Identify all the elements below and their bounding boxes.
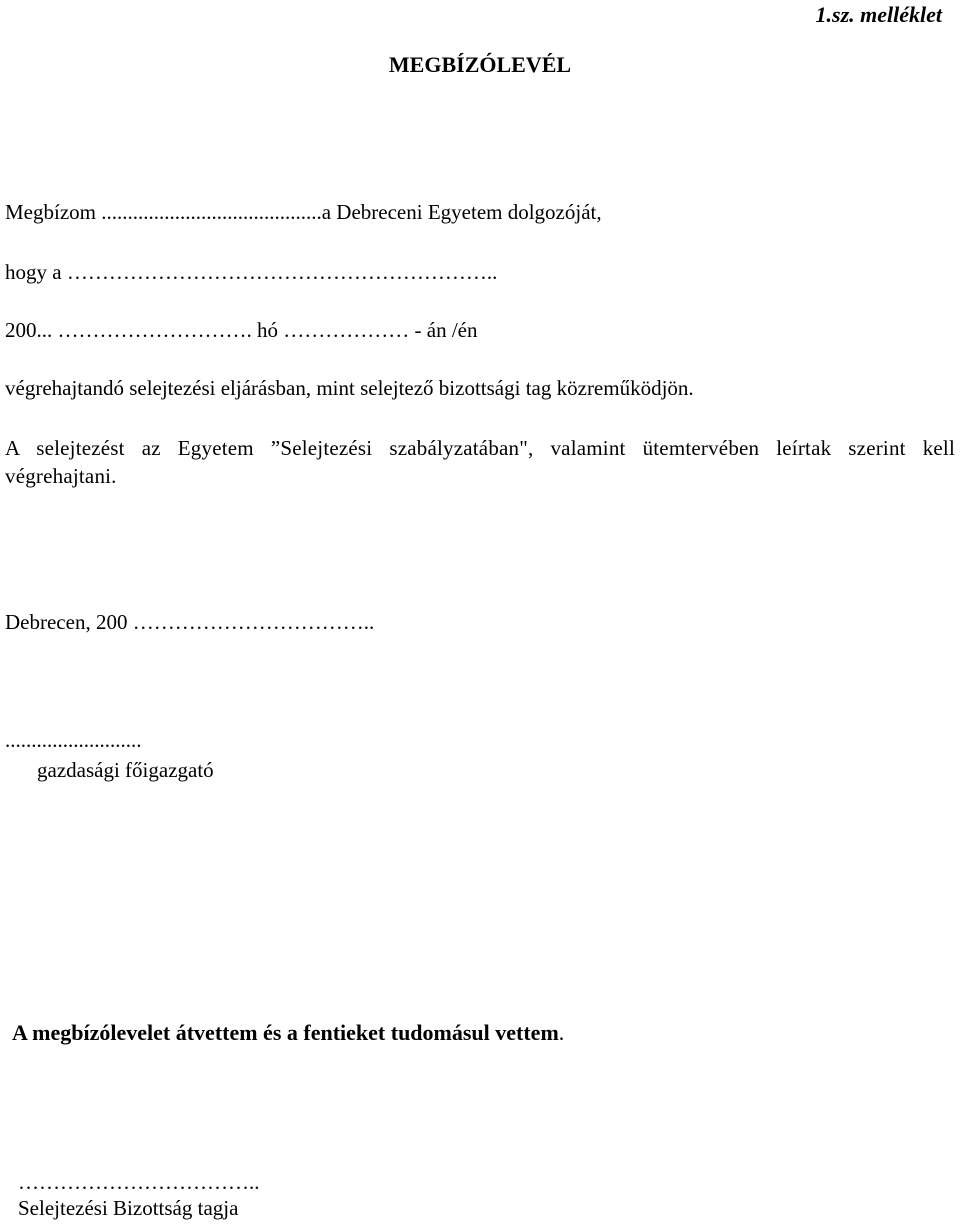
mandate-line-employee: Megbízom ..........................................a Debreceni Egyetem dolgozóját, (5, 200, 602, 224)
acknowledgement-period: . (558, 1020, 565, 1045)
signature-line-member: …………………………….. (18, 1170, 260, 1194)
mandate-line-role: végrehajtandó selejtezési eljárásban, mint selejtező bizottsági tag közreműködjön. (5, 376, 694, 400)
document-title: MEGBÍZÓLEVÉL (388, 52, 572, 77)
signature-role-director: gazdasági főigazgató (37, 758, 214, 782)
acknowledgement-statement (12, 1020, 564, 1046)
annex-label: 1.sz. melléklet (815, 2, 942, 27)
signature-line-director: .......................... (5, 728, 142, 752)
acknowledgement-text: A megbízólevelet átvettem és a fentieket tudomásul vettem (12, 1020, 559, 1045)
signature-role-member: Selejtezési Bizottság tagja (18, 1196, 239, 1220)
mandate-line-date: 200... ………………………. hó ……………… - án /én (5, 318, 478, 342)
mandate-line-purpose: hogy a …………………………………………………….. (5, 260, 498, 284)
regulation-paragraph: A selejtezést az Egyetem ”Selejtezési szabályzatában", valamint ütemtervében leírtak szerint kell végrehajtani. (5, 436, 955, 488)
place-and-date: Debrecen, 200 …………………………….. (5, 610, 375, 634)
